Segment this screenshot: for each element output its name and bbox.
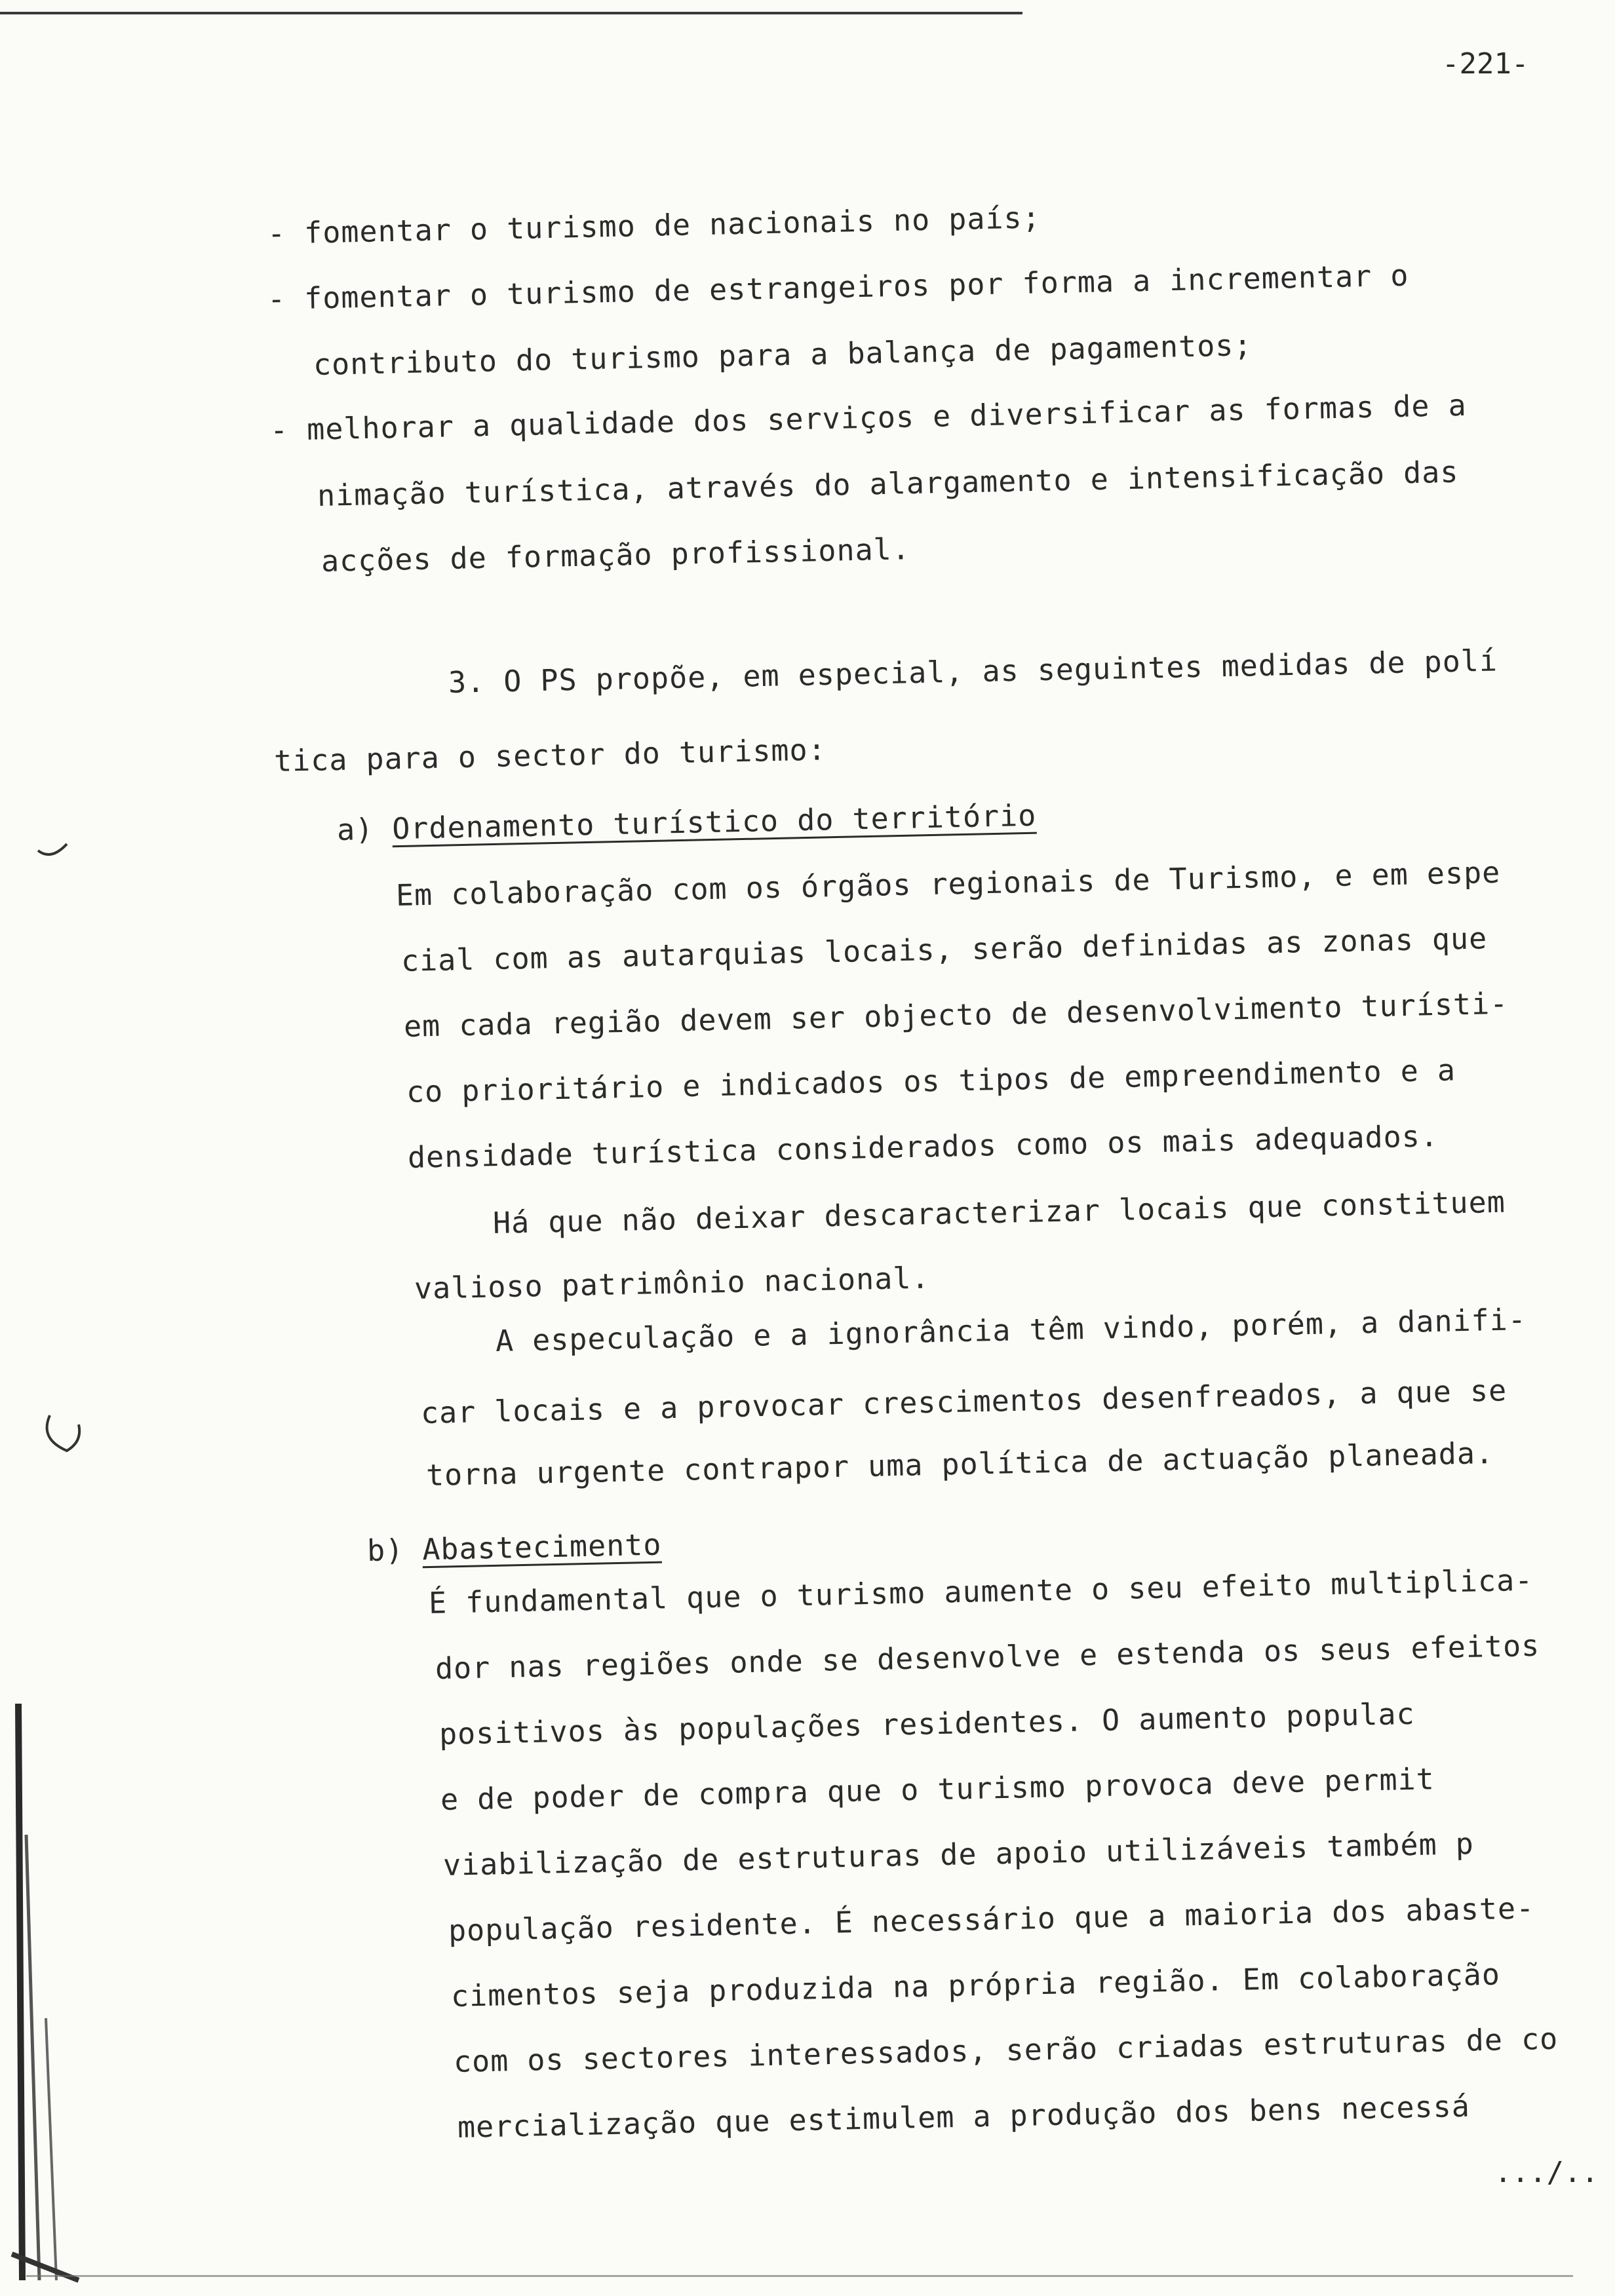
text-line: dor nas regiões onde se desenvolve e estenda os seus efeitos xyxy=(435,1628,1540,1686)
text-line: contributo do turismo para a balança de pagamentos; xyxy=(313,328,1253,382)
bottom-scan-line xyxy=(26,2275,1573,2277)
text-line: É fundamental que o turismo aumente o seu efeito multiplica- xyxy=(428,1562,1534,1620)
section-a-heading xyxy=(336,798,1036,847)
text-line: acções de formação profissional. xyxy=(321,531,911,579)
text-line: car locais e a provocar crescimentos desenfreados, a que se xyxy=(420,1373,1508,1430)
section-b-title: Abastecimento xyxy=(421,1527,662,1567)
page-number: -221- xyxy=(1442,47,1529,81)
text-line: em cada região devem ser objecto de desenvolvimento turísti- xyxy=(403,985,1509,1044)
text-line: com os sectores interessados, serão criadas estruturas de co xyxy=(453,2021,1559,2079)
text-line: - fomentar o turismo de nacionais no país; xyxy=(267,200,1041,251)
text-line: valioso patrimônio nacional. xyxy=(414,1260,930,1306)
text-line: cial com as autarquias locais, serão definidas as zonas que xyxy=(400,921,1488,978)
section-a-title: Ordenamento turístico do território xyxy=(391,797,1037,847)
text-line: 3. O PS propõe, em especial, as seguintes medidas de polí xyxy=(448,643,1498,700)
section-a-label: a) xyxy=(336,811,374,847)
text-line: Em colaboração com os órgãos regionais de Turismo, e em espe xyxy=(395,854,1501,913)
continuation-marker: .../.. xyxy=(1494,2156,1599,2189)
binding-edge-artifact xyxy=(0,0,92,2296)
text-line: co prioritário e indicados os tipos de empreendimento e a xyxy=(406,1052,1456,1109)
text-line: viabilização de estruturas de apoio utilizáveis também p xyxy=(442,1826,1475,1883)
text-line: mercialização que estimulem a produção dos bens necessá xyxy=(457,2088,1471,2145)
text-line: tica para o sector do turismo: xyxy=(273,732,827,778)
text-line: torna urgente contrapor uma política de actuação planeada. xyxy=(425,1435,1494,1493)
text-line: nimação turística, através do alargamento e intensificação das xyxy=(317,454,1459,513)
text-line: - melhorar a qualidade dos serviços e diversificar as formas de a xyxy=(269,387,1468,448)
text-line: Há que não deixar descaracterizar locais que constituem xyxy=(492,1184,1506,1240)
text-line: e de poder de compra que o turismo provoca deve permit xyxy=(440,1761,1435,1817)
text-line: cimentos seja produzida na própria região. Em colaboração xyxy=(450,1957,1501,2014)
text-line: A especulação e a ignorância têm vindo, porém, a danifi- xyxy=(495,1302,1527,1358)
section-b-label: b) xyxy=(366,1532,404,1568)
top-rule xyxy=(0,12,1022,14)
section-b-heading xyxy=(366,1527,661,1568)
text-line: população residente. É necessário que a maioria dos abaste- xyxy=(448,1890,1535,1948)
text-line: densidade turística considerados como os mais adequados. xyxy=(407,1119,1439,1175)
text-line: - fomentar o turismo de estrangeiros por forma a incrementar o xyxy=(267,258,1409,316)
text-line: positivos às populações residentes. O aumento populac xyxy=(438,1696,1416,1751)
